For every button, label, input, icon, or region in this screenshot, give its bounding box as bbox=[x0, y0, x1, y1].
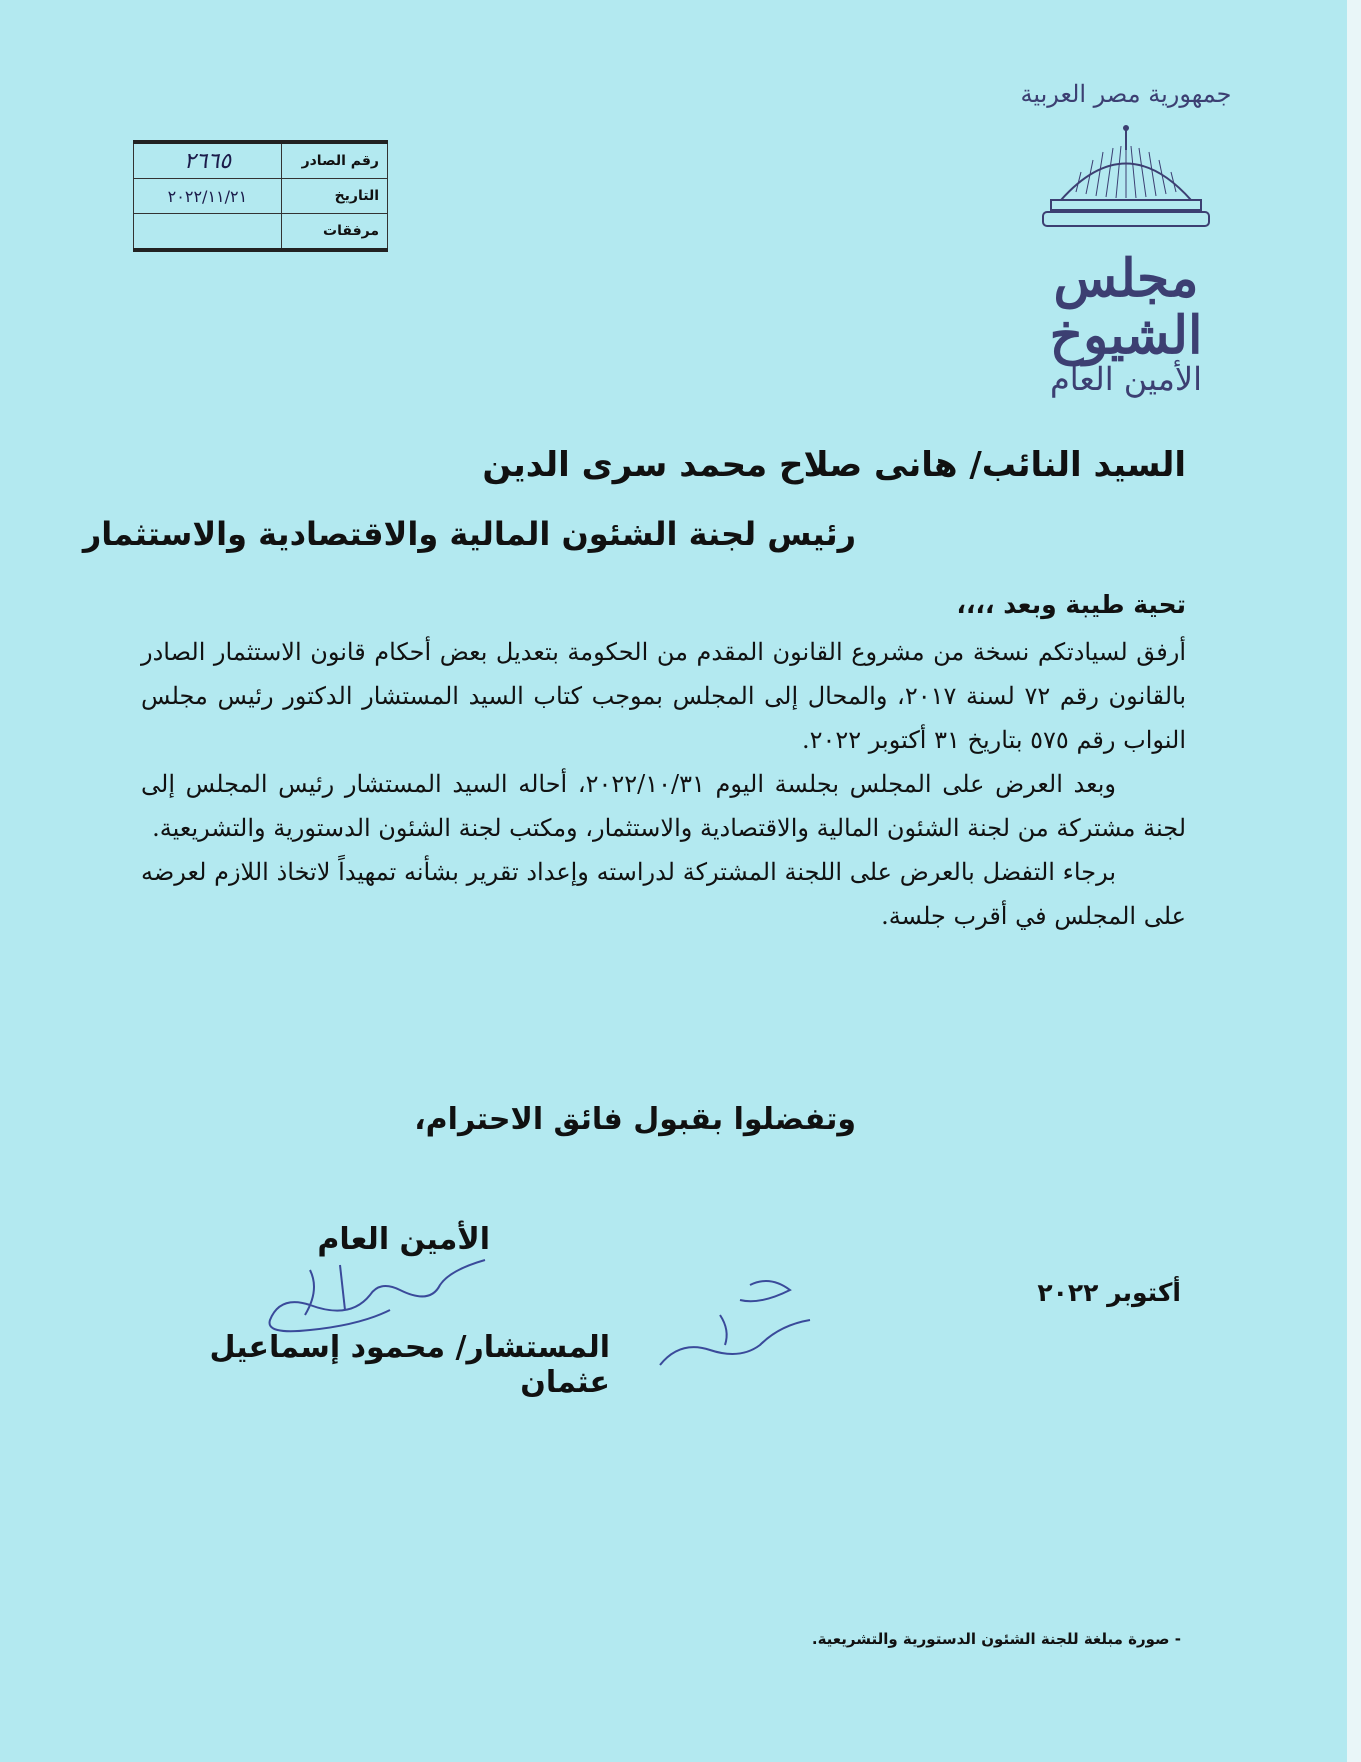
attachments-value bbox=[134, 214, 282, 251]
attachments-label: مرفقات bbox=[281, 214, 387, 251]
reference-row-attachments bbox=[134, 214, 388, 251]
recipient-name: السيد النائب/ هانى صلاح محمد سرى الدين bbox=[482, 445, 1186, 485]
recipient-title: رئيس لجنة الشئون المالية والاقتصادية والاستثمار bbox=[82, 515, 856, 553]
parliament-dome-icon bbox=[1041, 122, 1211, 237]
reference-row-date bbox=[134, 179, 388, 214]
date-value: ٢٠٢٢/١١/٢١ bbox=[134, 179, 282, 214]
issued-number-value: ٢٦٦٥ bbox=[134, 142, 282, 179]
body-paragraph-2: وبعد العرض على المجلس بجلسة اليوم ٢٠٢٢/١٠/٣١، أحاله السيد المستشار رئيس المجلس إلى لجنة مشتركة من لجنة الشئون المالية والاقتصادية والاستثمار، ومكتب لجنة الشئون الدستورية والتشريعية. bbox=[141, 770, 1186, 842]
closing-phrase: وتفضلوا بقبول فائق الاحترام، bbox=[414, 1102, 856, 1137]
letterhead-republic: جمهورية مصر العربية bbox=[1020, 80, 1232, 108]
signatory-name: المستشار/ محمود إسماعيل عثمان bbox=[209, 1330, 610, 1400]
scan-edge bbox=[1347, 0, 1361, 1762]
letter-date: أكتوبر ٢٠٢٢ bbox=[1037, 1278, 1181, 1307]
reference-row-number bbox=[134, 142, 388, 179]
letter-body bbox=[141, 630, 1186, 938]
handwritten-signature-icon bbox=[250, 1250, 500, 1340]
letterhead-secretary-general: الأمين العام bbox=[1049, 360, 1203, 398]
letterhead-council-name: مجلس الشيوخ bbox=[1049, 248, 1203, 367]
body-paragraph-3: برجاء التفضل بالعرض على اللجنة المشتركة لدراسته وإعداد تقرير بشأنه تمهيداً لاتخاذ اللازم لعرضه على المجلس في أقرب جلسة. bbox=[141, 858, 1186, 930]
letterhead bbox=[1011, 70, 1241, 415]
date-label: التاريخ bbox=[281, 179, 387, 214]
initials-signature-icon bbox=[640, 1270, 830, 1380]
signatory-title: الأمين العام bbox=[317, 1222, 490, 1257]
reference-table bbox=[133, 140, 388, 252]
copy-note: - صورة مبلغة للجنة الشئون الدستورية والتشريعية. bbox=[811, 1630, 1181, 1648]
issued-number-label: رقم الصادر bbox=[281, 142, 387, 179]
body-paragraph-1: أرفق لسيادتكم نسخة من مشروع القانون المقدم من الحكومة بتعديل بعض أحكام قانون الاستثمار الصادر بالقانون رقم ٧٢ لسنة ٢٠١٧، والمحال إلى المجلس بموجب كتاب السيد المستشار الدكتور رئيس مجلس النواب رقم ٥٧٥ بتاريخ ٣١ أكتوبر ٢٠٢٢. bbox=[141, 638, 1187, 754]
greeting: تحية طيبة وبعد ،،،، bbox=[956, 590, 1186, 619]
